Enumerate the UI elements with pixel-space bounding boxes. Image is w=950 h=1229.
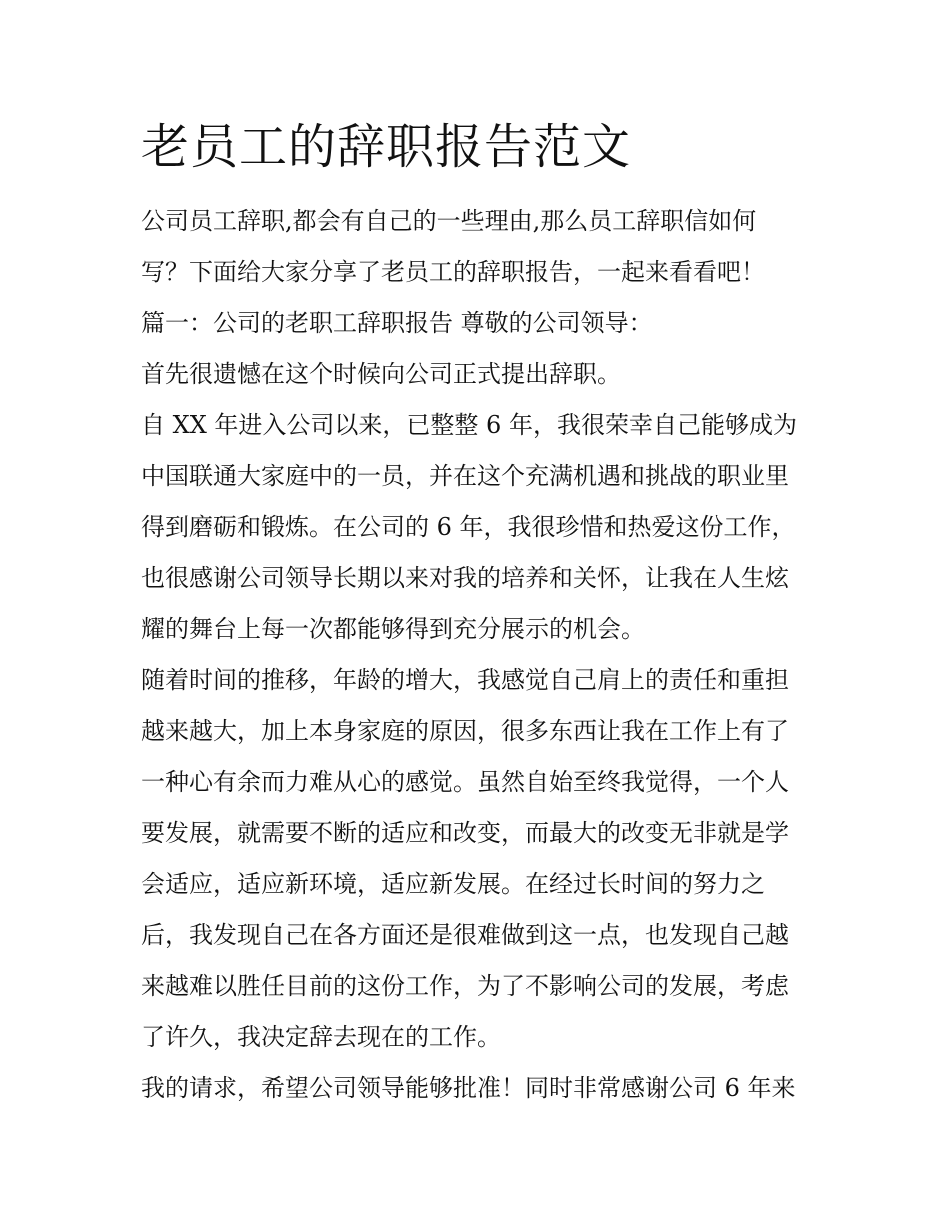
text-line: 耀的舞台上每一次都能够得到充分展示的机会。 (141, 615, 645, 643)
text-line: 了许久，我决定辞去现在的工作。 (141, 1023, 501, 1051)
document-body (141, 116, 821, 1114)
text-line: 篇一：公司的老职工辞职报告 尊敬的公司领导： (141, 309, 653, 337)
text-line: 得到磨砺和锻炼。在公司的 6 年，我很珍惜和热爱这份工作， (141, 513, 796, 541)
text-line: 后，我发现自己在各方面还是很难做到这一点，也发现自己越 (141, 921, 789, 949)
text-line: 要发展，就需要不断的适应和改变，而最大的改变无非就是学 (141, 819, 789, 847)
text-line: 我的请求，希望公司领导能够批准！同时非常感谢公司 6 年来 (141, 1074, 796, 1102)
text-line: 中国联通大家庭中的一员，并在这个充满机遇和挑战的职业里 (141, 462, 789, 490)
text-line: 越来越大，加上本身家庭的原因，很多东西让我在工作上有了 (141, 717, 789, 745)
text-line: 也很感谢公司领导长期以来对我的培养和关怀，让我在人生炫 (141, 564, 789, 592)
text-line: 一种心有余而力难从心的感觉。虽然自始至终我觉得，一个人 (141, 768, 789, 796)
text-line: 写？下面给大家分享了老员工的辞职报告，一起来看看吧！ (141, 258, 765, 286)
text-line: 来越难以胜任目前的这份工作，为了不影响公司的发展，考虑 (141, 972, 789, 1000)
text-line: 首先很遗憾在这个时候向公司正式提出辞职。 (141, 360, 621, 388)
text-line: 随着时间的推移，年龄的增大，我感觉自己肩上的责任和重担 (141, 666, 789, 694)
text-line: 自 XX 年进入公司以来，已整整 6 年，我很荣幸自己能够成为 (141, 411, 797, 439)
text-line: 公司员工辞职,都会有自己的一些理由,那么员工辞职信如何 (141, 207, 757, 235)
text-line: 会适应，适应新环境，适应新发展。在经过长时间的努力之 (141, 870, 765, 898)
document-title: 老员工的辞职报告范文 (141, 119, 632, 175)
